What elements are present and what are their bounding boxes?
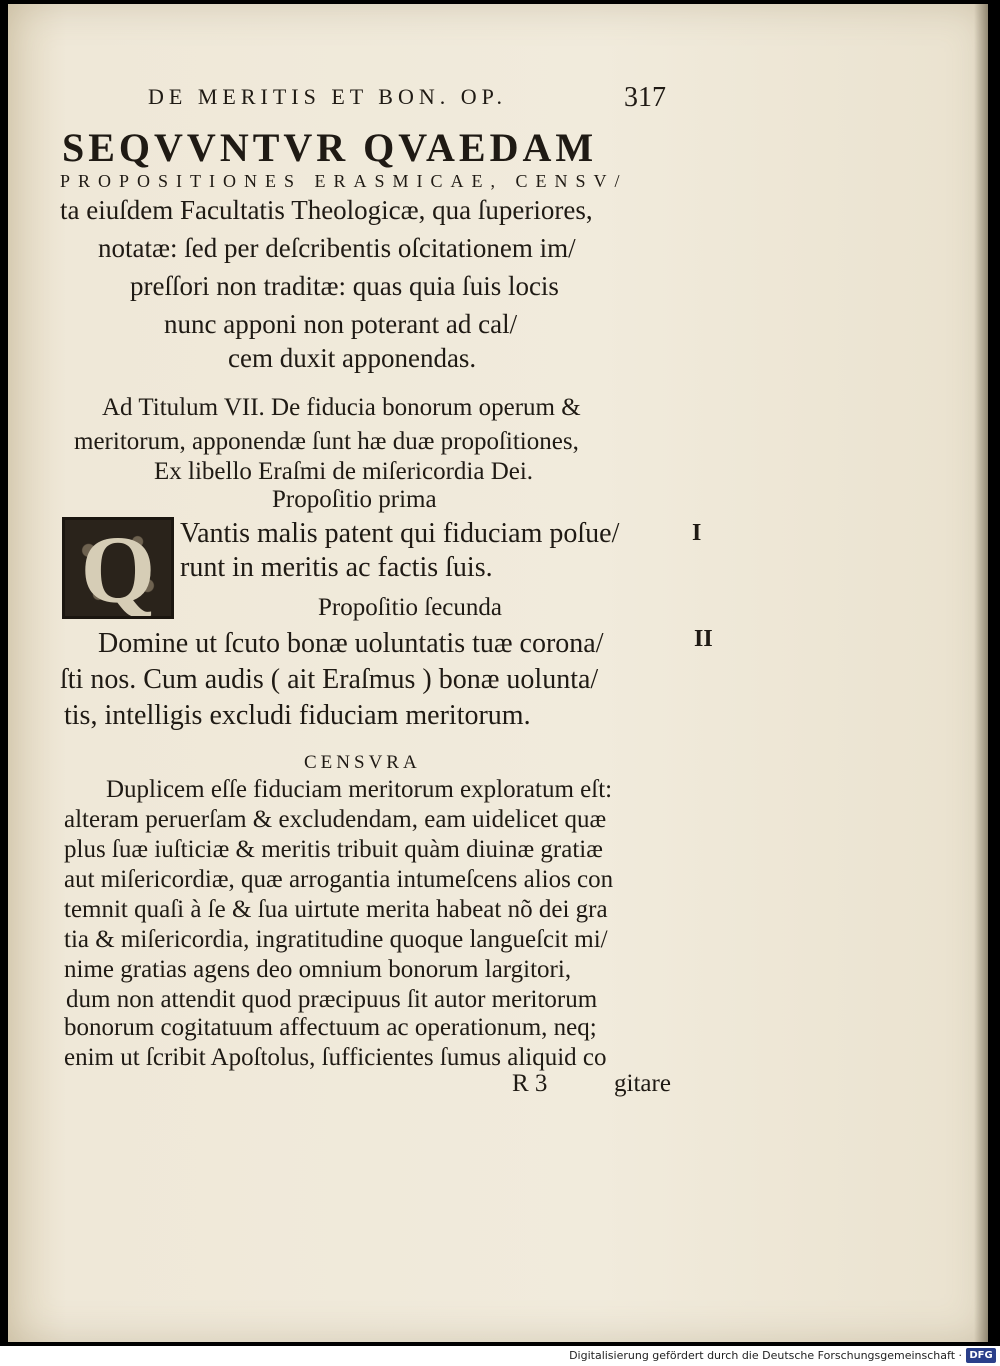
signature-mark: R 3 (512, 1070, 548, 1097)
proposition-2-line-2: ſti nos. Cum audis ( ait Eraſmus ) bonæ uolunta/ (60, 664, 599, 695)
proposition-2-line-3: tis, intelligis excludi fiduciam meritorum. (64, 700, 531, 731)
proposition-2-line-1: Domine ut ſcuto bonæ uoluntatis tuæ corona/ (98, 628, 604, 659)
proposition-1-line-1: Vantis malis patent qui fiduciam poſue/ (180, 518, 620, 549)
censura-line-9: bonorum cogitatuum affectuum ac operationum, neq; (64, 1014, 597, 1041)
censura-line-10: enim ut ſcribit Apoſtolus, ſufficientes ſumus aliquid co (64, 1044, 607, 1071)
proposition-1-line-2: runt in meritis ac factis ſuis. (180, 552, 493, 583)
title-line-2: PROPOSITIONES ERASMICAE, CENSV/ (60, 171, 628, 191)
page-gutter-shadow (974, 4, 988, 1342)
proposition-2-heading: Propoſitio ſecunda (318, 594, 502, 621)
footer-bar (0, 1346, 1000, 1366)
censura-heading: CENSVRA (304, 752, 421, 773)
censura-line-1: Duplicem eſſe fiduciam meritorum exploratum eſt: (106, 776, 613, 803)
initial-letter: Q (80, 517, 156, 619)
section-line-3: Ex libello Eraſmi de miſericordia Dei. (154, 458, 534, 485)
funding-notice: Digitalisierung gefördert durch die Deutsche Forschungsgemeinschaft · (569, 1349, 962, 1362)
title-line-5: preſſori non traditæ: quas quia ſuis locis (130, 271, 559, 301)
title-line-7: cem duxit apponendas. (228, 343, 477, 373)
censura-line-8: dum non attendit quod præcipuus ſit autor meritorum (66, 986, 598, 1013)
section-line-2: meritorum, apponendæ ſunt hæ duæ propoſitiones, (74, 428, 579, 455)
censura-line-5: temnit quaſi à ſe & ſua uirtute merita habeat nõ dei gra (64, 896, 608, 923)
section-line-1: Ad Titulum VII. De fiducia bonorum operum & (102, 394, 581, 421)
title-line-4: notatæ: ſed per deſcribentis oſcitationem im/ (98, 233, 576, 263)
title-line-6: nunc apponi non poterant ad cal/ (164, 309, 518, 339)
catchword: gitare (614, 1070, 671, 1097)
proposition-2-number: II (694, 626, 713, 652)
censura-line-2: alteram peruerſam & excludendam, eam uidelicet quæ (64, 806, 607, 833)
page-number: 317 (624, 82, 666, 113)
decorated-initial (62, 517, 174, 619)
dfg-logo: DFG (966, 1348, 996, 1363)
censura-line-7: nime gratias agens deo omnium bonorum largitori, (64, 956, 572, 983)
censura-line-3: plus ſuæ iuſticiæ & meritis tribuit quàm diuinæ gratiæ (64, 836, 603, 863)
proposition-1-number: I (692, 520, 702, 546)
title-line-3: ta eiuſdem Facultatis Theologicæ, qua ſuperiores, (60, 195, 593, 225)
title-line-1: SEQVVNTVR QVAEDAM (62, 125, 598, 170)
censura-line-6: tia & miſericordia, ingratitudine quoque langueſcit mi/ (64, 926, 608, 953)
running-head: DE MERITIS ET BON. OP. (148, 84, 507, 109)
censura-line-4: aut miſericordiæ, quæ arrogantia intumeſcens alios con (64, 866, 614, 893)
proposition-1-heading: Propoſitio prima (272, 486, 437, 513)
